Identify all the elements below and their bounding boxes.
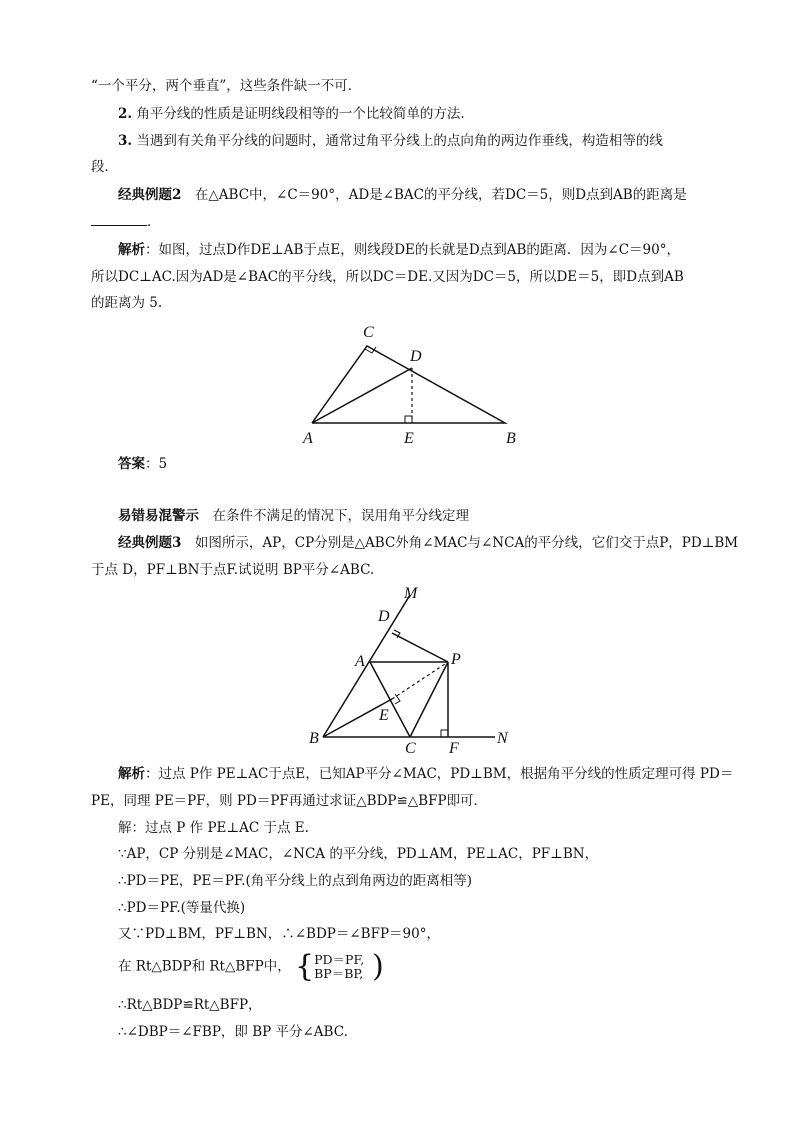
equation-system: {PD＝PF, BP＝BP, ) [295, 949, 384, 984]
analysis-3: PE，同理 PE＝PF，则 PD＝PF再通过求证△BDP≌△BFP即可． [91, 793, 488, 809]
text-line: 2. 角平分线的性质是证明线段相等的一个比较简单的方法. [118, 106, 465, 122]
label-C: C [363, 324, 374, 341]
triangle-figure-2 [300, 582, 530, 760]
proof-line: 又∵PD⊥BM，PF⊥BN，∴∠BDP＝∠BFP＝90°， [118, 926, 440, 942]
label-C: C [405, 740, 416, 757]
solution-2: 的距离为 5. [91, 295, 163, 311]
label-P: P [451, 651, 461, 668]
proof-line: 在 Rt△BDP和 Rt△BFP中， {PD＝PF, BP＝BP, ) [118, 949, 384, 984]
label-B: B [506, 430, 516, 447]
label-D: D [378, 608, 390, 625]
label-D: D [410, 348, 422, 365]
example-2-question: 经典例题2 在△ABC中，∠C＝90°，AD是∠BAC的平分线，若DC＝5，则D点到AB的距离是 [118, 187, 687, 203]
label-F: F [449, 740, 459, 757]
proof-line: ∴Rt△BDP≌Rt△BFP， [118, 997, 262, 1013]
triangle-figure-1 [295, 318, 535, 450]
proof-line: ∴PD＝PE，PE＝PF.(角平分线上的点到角两边的距离相等) [118, 873, 473, 889]
label-M: M [404, 585, 418, 602]
solution-2: 所以DC⊥AC.因为AD是∠BAC的平分线，所以DC＝DE.又因为DC＝5，所以DE＝5，即D点到AB [91, 269, 684, 285]
proof-line: ∵AP，CP 分别是∠MAC，∠NCA 的平分线，PD⊥AM，PE⊥AC，PF⊥BN， [118, 846, 599, 862]
label-E: E [379, 707, 389, 724]
answer: 答案：5 [118, 456, 168, 472]
solution-2: 解析：如图，过点D作DE⊥AB于点E，则线段DE的长就是D点到AB的距离．因为∠C＝90°， [118, 242, 680, 258]
label-A: A [355, 653, 365, 670]
proof-line: ∴∠DBP＝∠FBP，即 BP 平分∠ABC. [118, 1024, 348, 1040]
label-A: A [303, 430, 313, 447]
text-line: 段． [91, 159, 118, 175]
proof-line: ∴PD＝PF.(等量代换) [118, 900, 246, 916]
text-line: “一个平分，两个垂直”，这些条件缺一不可． [91, 78, 362, 94]
label-E: E [404, 430, 414, 447]
analysis-3: 解析：过点 P作 PE⊥AC于点E，已知AP平分∠MAC，PD⊥BM，根据角平分线的性质定理可得 PD＝ [118, 766, 734, 782]
example-3-question: 于点 D，PF⊥BN于点F.试说明 BP平分∠ABC. [91, 562, 375, 578]
label-N: N [497, 730, 508, 747]
warning-heading: 易错易混警示 在条件不满足的情况下，误用角平分线定理 [118, 508, 469, 524]
answer-blank: ． [91, 211, 161, 232]
label-B: B [309, 730, 319, 747]
example-3-question: 经典例题3 如图所示，AP，CP分别是△ABC外角∠MAC与∠NCA的平分线，它们交于点P，PD⊥BM [118, 535, 739, 551]
text-line: 3. 当遇到有关角平分线的问题时，通常过角平分线上的点向角的两边作垂线，构造相等的线 [118, 133, 663, 149]
proof-line: 解：过点 P 作 PE⊥AC 于点 E. [118, 820, 309, 836]
